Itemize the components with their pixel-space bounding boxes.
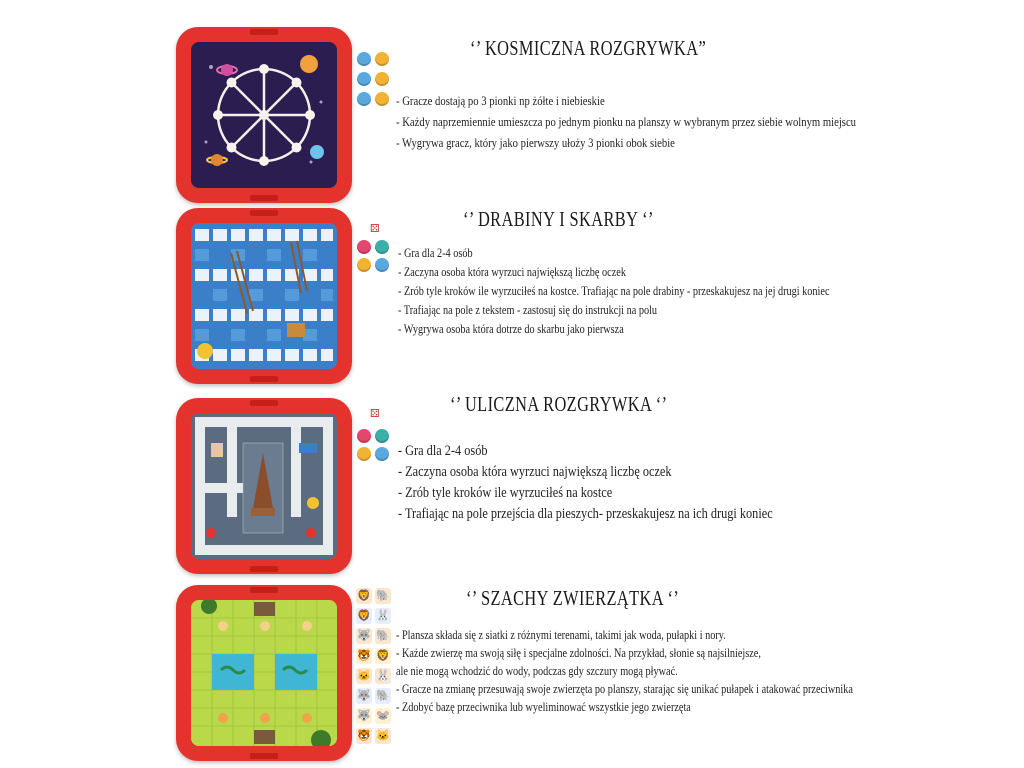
rule-item: - Każde zwierzę ma swoją siłę i specjalne zdolności. Na przykład, słonie są najsilniejsze, (396, 646, 761, 660)
rules-list (398, 244, 924, 339)
rule-item: - Wygrywa gracz, który jako pierwszy ułoży 3 pionki obok siebie (396, 135, 675, 150)
animal-piece-icon: 🐘 (376, 689, 390, 702)
animal-piece-icon: 🦁 (357, 609, 371, 622)
animal-piece-icon: 🐘 (376, 629, 390, 642)
street-board-icon (191, 413, 337, 559)
animal-piece-icon: 🐱 (376, 729, 390, 742)
rule-item: - Trafiając na pole przejścia dla pieszych- przeskakujesz na ich drugi koniec (398, 506, 773, 522)
rule-item: - Zaczyna osoba która wyrzuci największą liczbę oczek (398, 464, 672, 480)
rule-item: - Zaczyna osoba która wyrzuci największą liczbę oczek (398, 265, 626, 279)
animal-piece-icon: 🐰 (376, 609, 390, 622)
section-title: ‘’ KOSMICZNA ROZGRYWKA” (470, 36, 707, 60)
rules-list (396, 90, 957, 153)
ladders-game-board (176, 208, 352, 384)
animal-piece-icon: 🐺 (357, 689, 371, 702)
street-game-board (176, 398, 352, 574)
section-title: ‘’ SZACHY ZWIERZĄTKA ‘’ (466, 586, 680, 610)
animal-piece-icon: 🐺 (357, 629, 371, 642)
animal-piece-icon: 🐺 (357, 709, 371, 722)
rule-item: - Zdobyć bazę przeciwnika lub wyeliminować wszystkie jego zwierzęta (396, 700, 691, 714)
space-game-board (176, 27, 352, 203)
section-title: ‘’ DRABINY I SKARBY ‘’ (463, 207, 654, 231)
rule-item: - Plansza składa się z siatki z różnymi terenami, takimi jak woda, pułapki i nory. (396, 628, 726, 642)
animal-piece-icon: 🐯 (357, 649, 371, 662)
animal-piece-icon: 🐱 (357, 669, 371, 682)
animal-piece-icon: 🐯 (357, 729, 371, 742)
ladder-board-icon (191, 223, 337, 369)
dice-icon: ⚄ (370, 222, 380, 235)
dice-icon: ⚄ (370, 407, 380, 420)
animal-piece-icon: 🐭 (376, 709, 390, 722)
rules-list (396, 626, 953, 716)
rule-item: - Gra dla 2-4 osób (398, 246, 473, 260)
animal-piece-icon: 🦁 (357, 589, 371, 602)
rule-item: ale nie mogą wchodzić do wody, podczas gdy szczury mogą pływać. (396, 664, 678, 678)
space-wheel-icon (191, 42, 337, 188)
animal-chess-board (176, 585, 352, 761)
animal-piece-icon: 🐘 (376, 589, 390, 602)
animal-chess-icon (191, 600, 337, 746)
rule-item: - Trafiając na pole z tekstem - zastosuj się do instrukcji na polu (398, 303, 658, 317)
rules-list (398, 441, 855, 525)
rule-item: - Zrób tyle kroków ile wyrzuciłeś na kostce. Trafiając na pole drabiny - przeskakujesz na jej drugi koniec (398, 284, 830, 298)
animal-piece-icon: 🐰 (376, 669, 390, 682)
animal-piece-icon: 🦁 (376, 649, 390, 662)
rule-item: - Gracze dostają po 3 pionki np żółte i niebieskie (396, 93, 605, 108)
rule-item: - Gra dla 2-4 osób (398, 443, 488, 459)
rule-item: - Każdy naprzemiennie umieszcza po jednym pionku na planszy w wybranym przez siebie wolnym miejscu (396, 114, 857, 129)
section-title: ‘’ ULICZNA ROZGRYWKA ‘’ (450, 392, 668, 416)
rule-item: - Gracze na zmianę przesuwają swoje zwierzęta po planszy, starając się unikać pułapek i atakować przeciwnika (396, 682, 853, 696)
rule-item: - Wygrywa osoba która dotrze do skarbu jako pierwsza (398, 322, 624, 336)
rule-item: - Zrób tyle kroków ile wyrzuciłeś na kostce (398, 485, 613, 501)
